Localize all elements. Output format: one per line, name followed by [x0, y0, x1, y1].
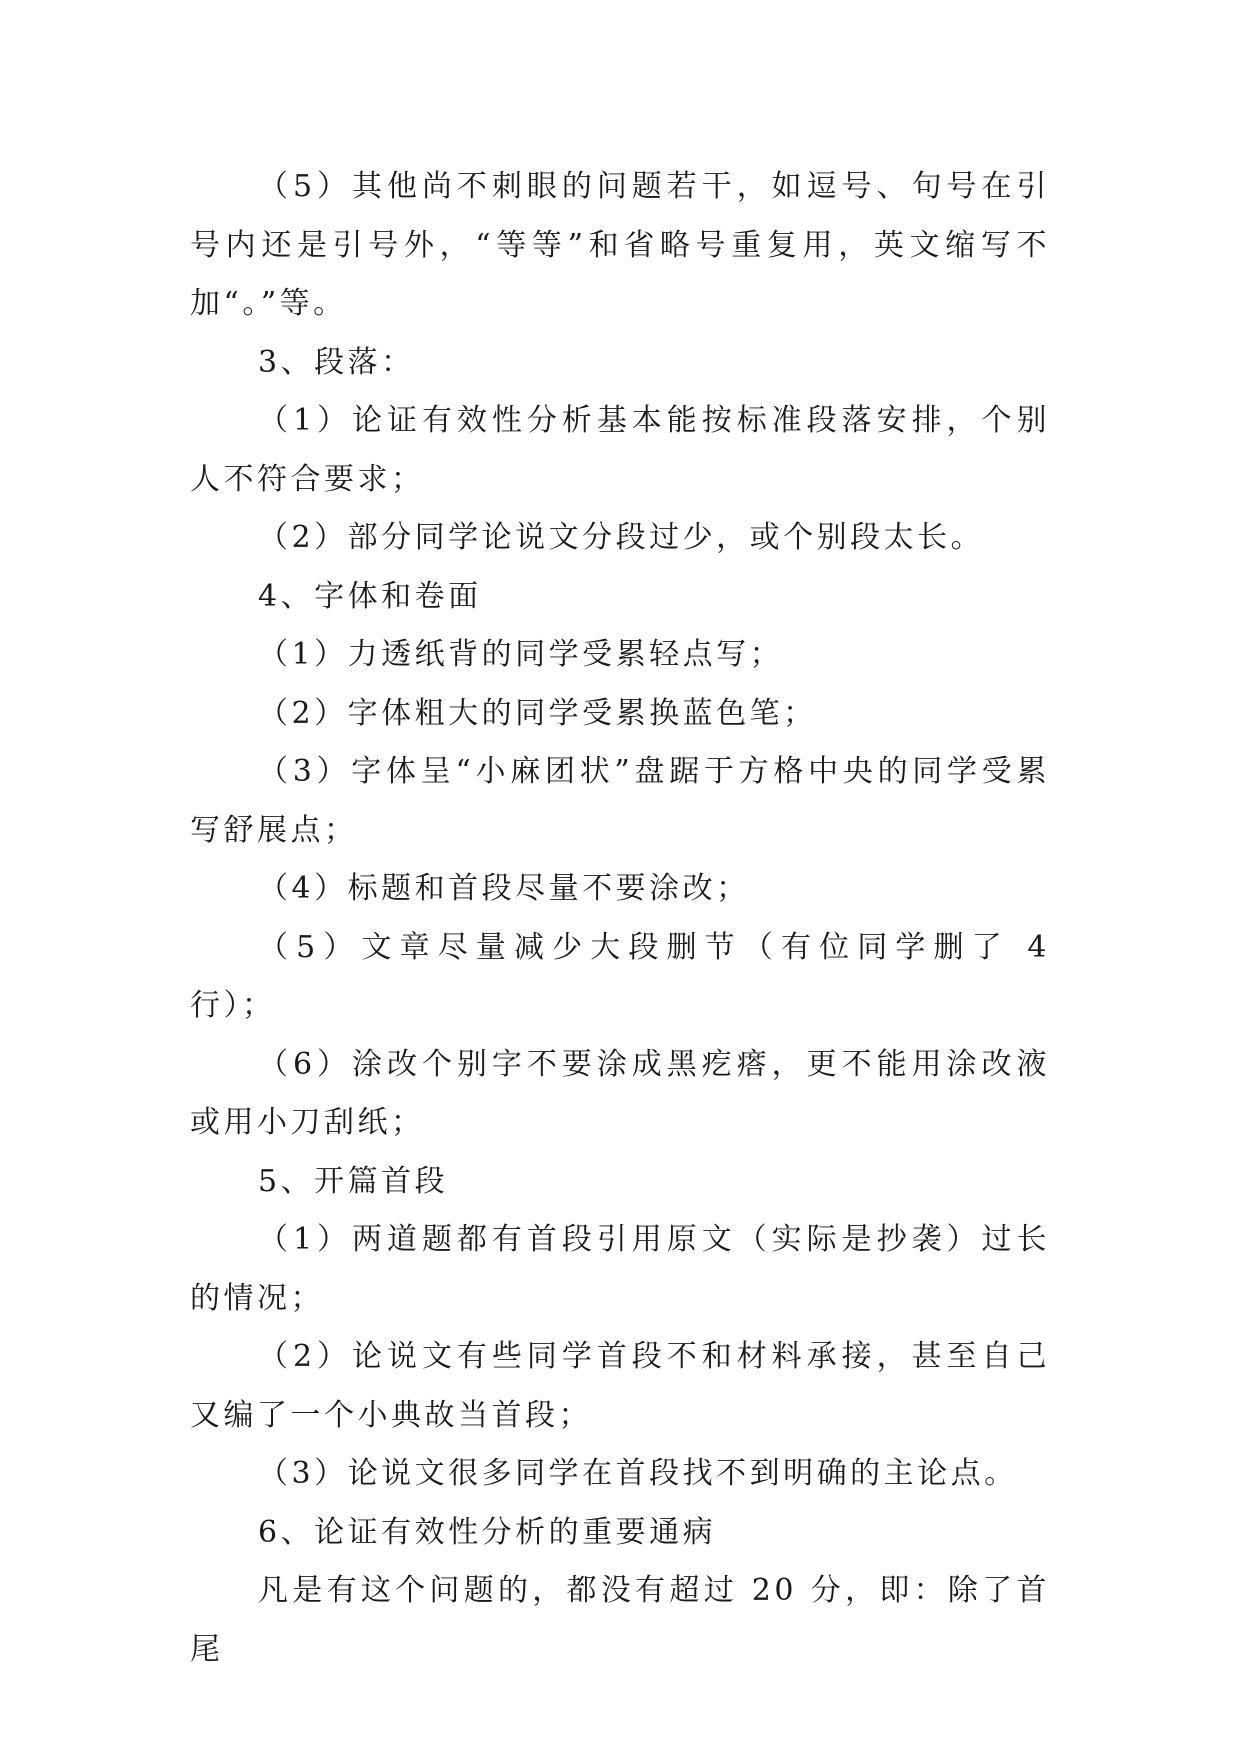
paragraph-punctuation-5: （5）其他尚不刺眼的问题若干，如逗号、句号在引号内还是引号外，“等等”和省略号重复用，英文缩写不加“。”等。 [190, 169, 1050, 321]
paragraph-opening-3: （3）论说文很多同学在首段找不到明确的主论点。 [258, 1456, 1018, 1491]
paragraph-handwriting-2: （2）字体粗大的同学受累换蓝色笔； [258, 695, 817, 731]
paragraph-opening-1: （1）两道题都有首段引用原文（实际是抄袭）过长的情况； [190, 1222, 1050, 1316]
heading-handwriting: 4、字体和卷面 [258, 578, 482, 614]
paragraph-handwriting-5: （5）文章尽量减少大段删节（有位同学删了 4 行）； [190, 929, 1050, 1023]
paragraph-paragraphs-1: （1）论证有效性分析基本能按标准段落安排，个别人不符合要求； [190, 403, 1050, 497]
paragraph-handwriting-4: （4）标题和首段尽量不要涂改； [258, 871, 750, 906]
paragraph-handwriting-3: （3）字体呈“小麻团状”盘踞于方格中央的同学受累写舒展点； [190, 754, 1050, 848]
paragraph-common-faults: 凡是有这个问题的，都没有超过 20 分，即：除了首尾 [190, 1573, 1050, 1667]
paragraph-paragraphs-2: （2）部分同学论说文分段过少，或个别段太长。 [258, 520, 985, 555]
document-body [190, 158, 1050, 1679]
heading-opening: 5、开篇首段 [258, 1163, 449, 1199]
paragraph-handwriting-1: （1）力透纸背的同学受累轻点写； [258, 637, 784, 672]
heading-common-faults: 6、论证有效性分析的重要通病 [258, 1514, 717, 1550]
heading-paragraphs: 3、段落： [258, 344, 415, 380]
paragraph-opening-2: （2）论说文有些同学首段不和材料承接，甚至自己又编了一个小典故当首段； [190, 1339, 1050, 1433]
paragraph-handwriting-6: （6）涂改个别字不要涂成黑疙瘩，更不能用涂改液或用小刀刮纸； [190, 1046, 1050, 1140]
